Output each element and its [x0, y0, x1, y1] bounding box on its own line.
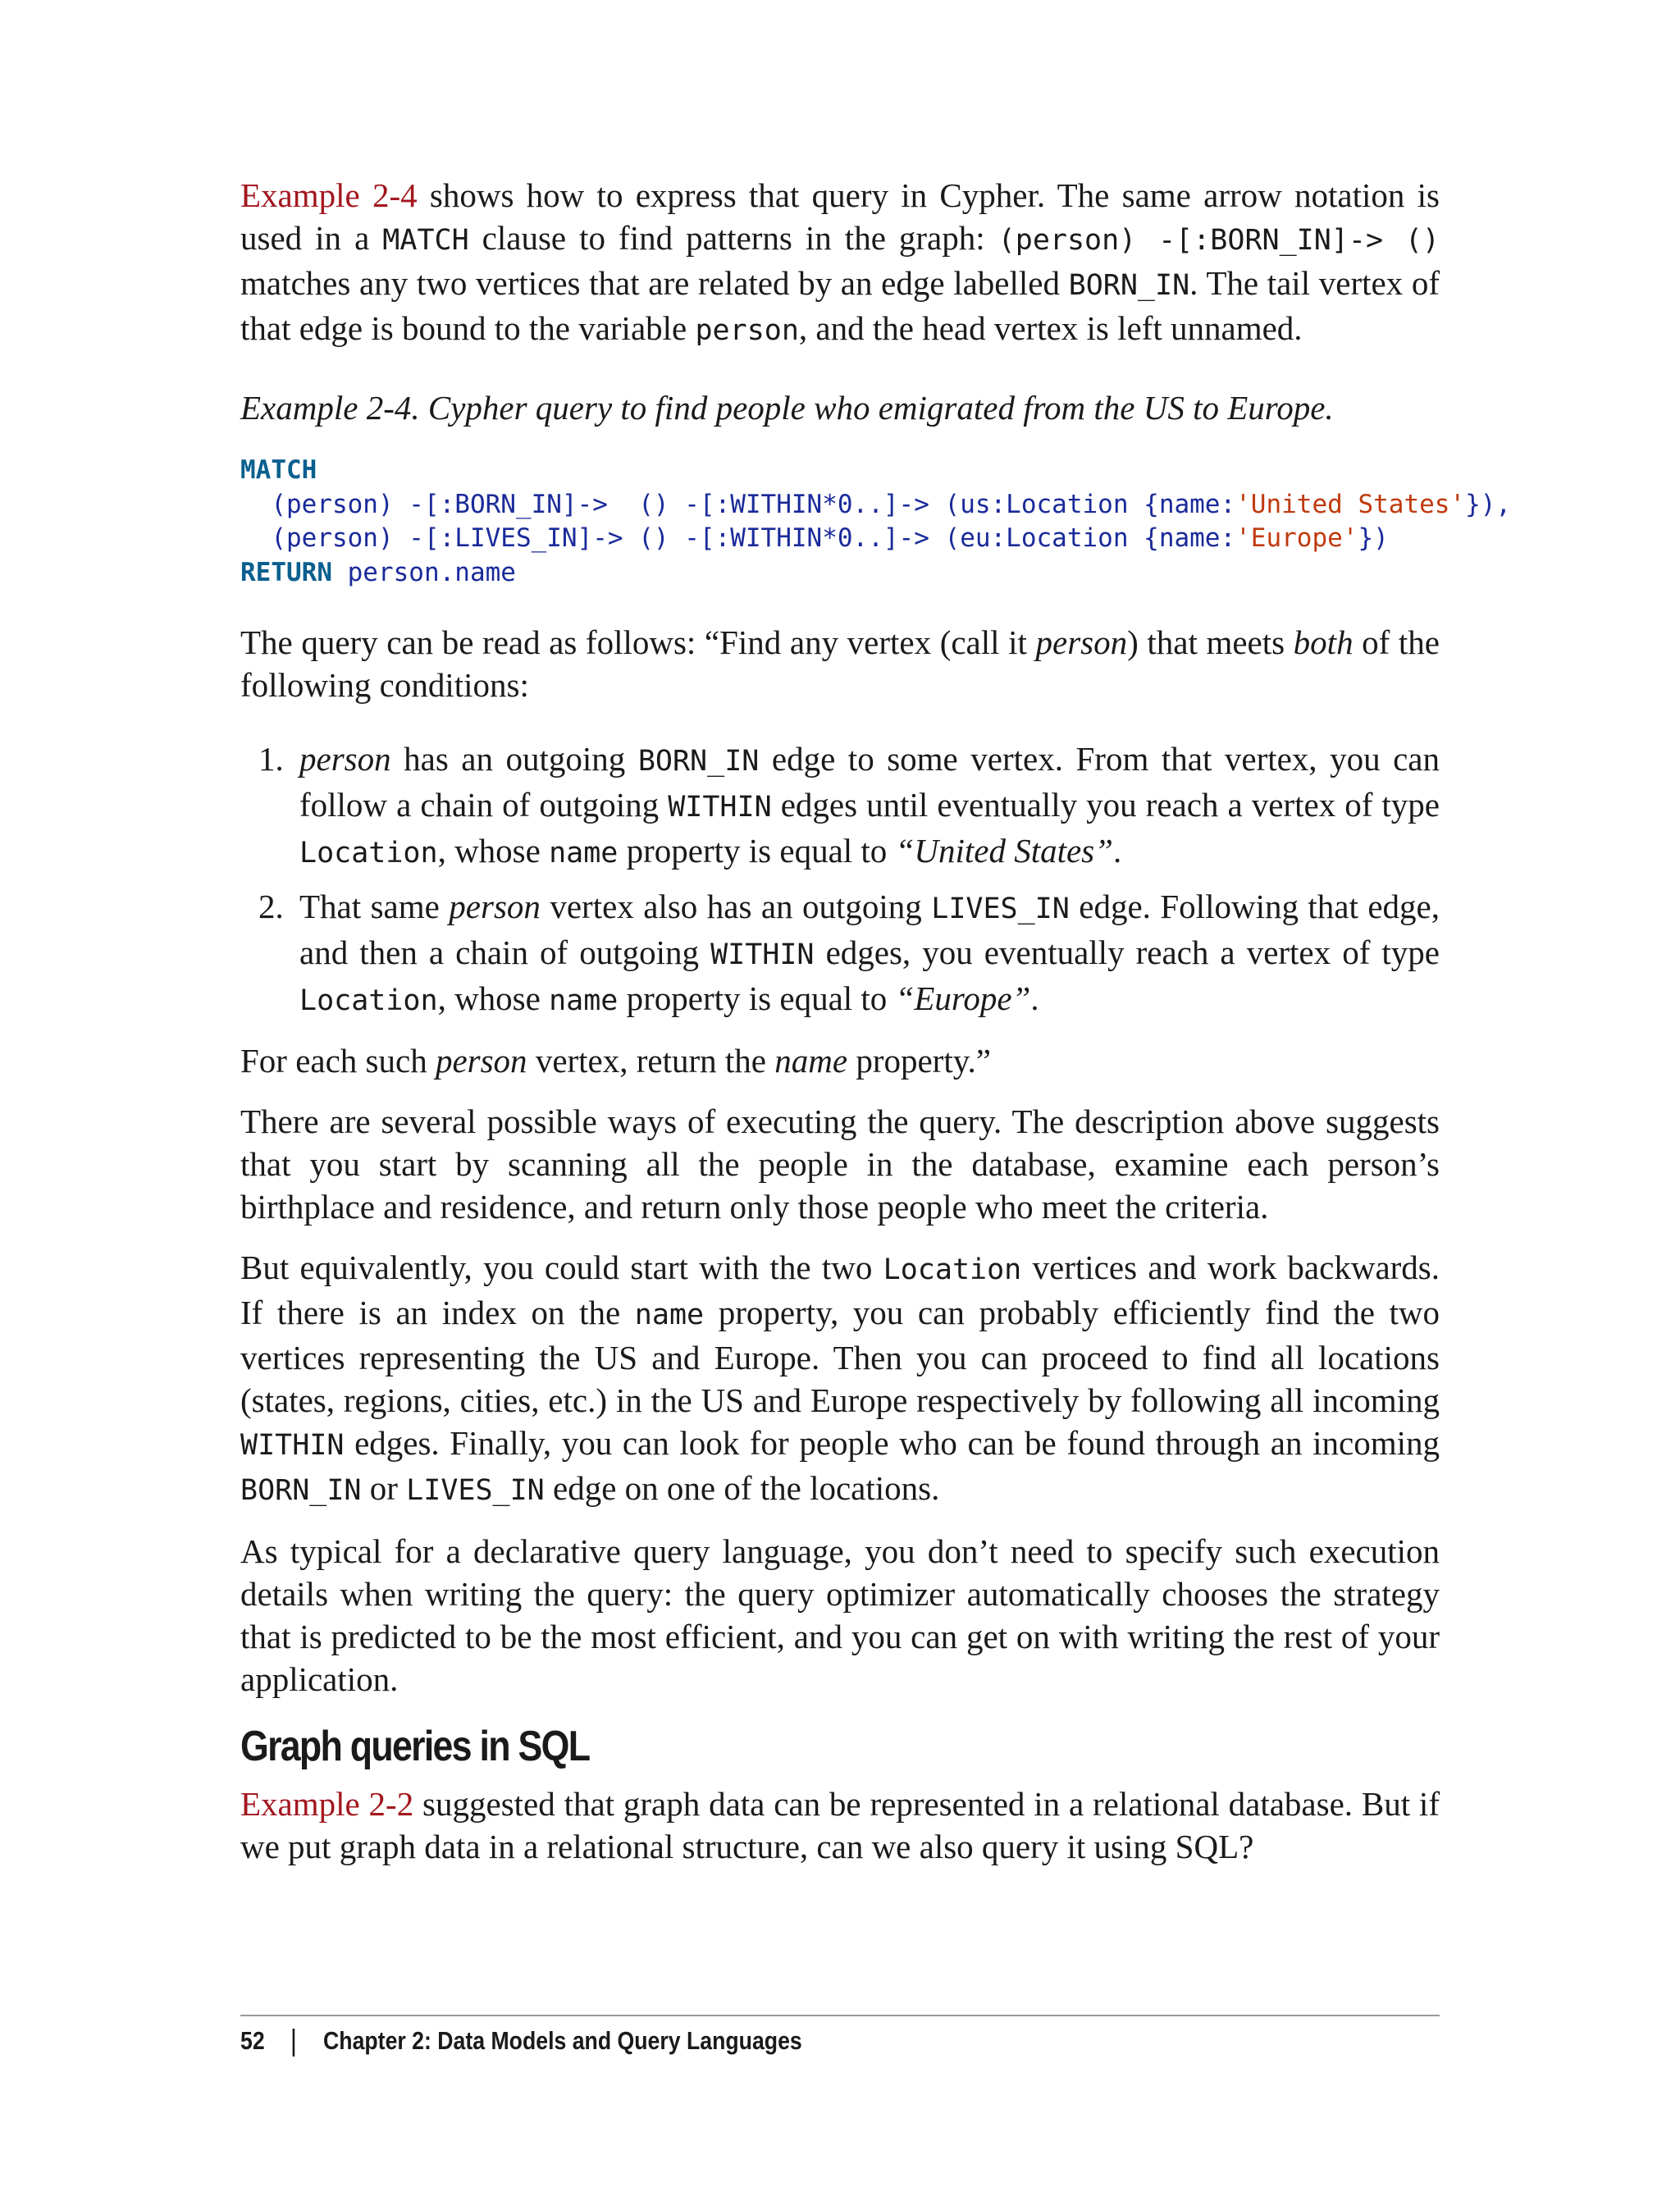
text: But equivalently, you could start with the two — [240, 1249, 883, 1286]
code-inline: person — [695, 314, 799, 347]
text: . — [1112, 832, 1122, 870]
conditions-list — [240, 737, 1440, 1023]
paragraph-execution-ways: There are several possible ways of executing the query. The description above suggests that you start by scanning all the people in the database, examine each person’s birthplace and residence, and return only those people who meet the criteria. — [240, 1102, 1440, 1226]
string-literal: 'United States' — [1235, 489, 1466, 519]
code-block — [240, 454, 1512, 590]
page-number: 52 — [240, 2026, 265, 2055]
page-footer — [240, 2026, 802, 2067]
string-literal: 'Europe' — [1235, 523, 1358, 553]
keyword-return: RETURN — [240, 557, 332, 587]
paragraph-query-reading — [240, 621, 1440, 706]
code-inline: name — [634, 1299, 705, 1331]
footer-separator — [293, 2029, 295, 2057]
list-number: 1. — [258, 740, 284, 778]
code-inline: WITHIN — [668, 791, 772, 824]
emphasis: person — [449, 888, 541, 925]
text: property is equal to — [618, 979, 896, 1017]
list-item — [240, 737, 1440, 875]
code-inline: name — [549, 837, 619, 870]
emphasis: person — [1035, 623, 1128, 661]
text: . — [1030, 979, 1039, 1017]
list-item — [240, 885, 1440, 1023]
code-line: }), — [1465, 489, 1512, 519]
text: suggested that graph data can be represented in a relational database. But if we put graph data in a relational structure, can we also query it using SQL? — [240, 1785, 1440, 1865]
emphasis: “Europe” — [895, 979, 1031, 1017]
text: ) that meets — [1127, 623, 1294, 661]
text: , whose — [437, 832, 550, 870]
text: shows how to express that query in Cypher. The same arrow notation is used in a — [240, 176, 1440, 257]
code-inline: Location — [299, 837, 438, 870]
text: property.” — [847, 1042, 991, 1080]
example-caption: Example 2-4. Cypher query to find people who emigrated from the US to Europe. — [240, 389, 1334, 427]
text: or — [361, 1469, 407, 1507]
text: property, you can probably efficiently find the two vertices representing the US and Europe. Then you can proceed to find all locations (states, regions, cities, etc.) in the US and Europe respectively by following all incoming — [240, 1294, 1440, 1419]
code-inline: MATCH — [382, 224, 469, 257]
chapter-title: Chapter 2: Data Models and Query Languages — [323, 2026, 802, 2055]
code-inline: BORN_IN — [637, 745, 760, 778]
example-2-4-link[interactable]: Example 2-4 — [240, 176, 418, 214]
list-number: 2. — [258, 888, 284, 925]
text: edges. Finally, you can look for people who can be found through an incoming — [344, 1424, 1440, 1462]
emphasis: both — [1293, 623, 1354, 661]
text: vertices and work backwards. If there is an index on the — [240, 1249, 1440, 1331]
code-line: person.name — [331, 557, 516, 587]
code-inline: WITHIN — [240, 1429, 345, 1462]
paragraph-intro — [240, 174, 1440, 352]
text: vertex, return the — [527, 1042, 775, 1080]
emphasis: “United States” — [895, 832, 1113, 870]
code-inline: LIVES_IN — [931, 892, 1070, 925]
text: property is equal to — [618, 832, 896, 870]
section-heading: Graph queries in SQL — [240, 1723, 590, 1770]
page-content — [240, 174, 1512, 1868]
keyword-match: MATCH — [240, 455, 317, 485]
text: edges until eventually you reach a vertex of type — [771, 786, 1440, 824]
text: matches any two vertices that are related by an edge labelled — [240, 264, 1069, 302]
text: , whose — [437, 979, 550, 1017]
code-line: }) — [1358, 523, 1389, 553]
text: . The tail vertex of that edge is bound to the variable — [240, 264, 1440, 347]
code-inline: Location — [883, 1253, 1022, 1286]
code-inline: (person) -[:BORN_IN]-> () — [998, 224, 1440, 257]
emphasis: name — [774, 1042, 848, 1080]
emphasis: person — [299, 740, 391, 778]
text: has an outgoing — [390, 740, 638, 778]
paragraph-return — [240, 1039, 1440, 1082]
text: edge. Following that edge, and then a chain of outgoing — [299, 888, 1440, 971]
text: The query can be read as follows: “Find any vertex (call it — [240, 623, 1036, 661]
text: edge to some vertex. From that vertex, you can follow a chain of outgoing — [299, 740, 1440, 824]
text: vertex also has an outgoing — [540, 888, 932, 925]
paragraph-declarative: As typical for a declarative query language, you don’t need to specify such execution details when writing the query: the query optimizer automatically chooses the strategy that is predicted to be the most efficient, and you can get on with writing the rest of your application. — [240, 1532, 1440, 1698]
text: clause to find patterns in the graph: — [468, 219, 998, 257]
text: of the following conditions: — [240, 623, 1440, 704]
code-line: (person) -[:LIVES_IN]-> () -[:WITHIN*0..]-> (eu:Location {name: — [240, 523, 1236, 553]
code-inline: LIVES_IN — [406, 1474, 545, 1507]
text: , and the head vertex is left unnamed. — [798, 309, 1303, 347]
text: That same — [299, 888, 450, 925]
paragraph-equivalently — [240, 1246, 1440, 1512]
code-inline: BORN_IN — [240, 1474, 362, 1507]
paragraph-sql — [240, 1783, 1440, 1868]
code-inline: BORN_IN — [1068, 269, 1190, 302]
footer-divider — [240, 2015, 1440, 2016]
emphasis: person — [435, 1042, 527, 1080]
example-2-2-link[interactable]: Example 2-2 — [240, 1785, 414, 1823]
code-inline: name — [549, 984, 619, 1017]
text: edges, you eventually reach a vertex of type — [814, 934, 1440, 971]
code-inline: Location — [299, 984, 438, 1017]
code-line: (person) -[:BORN_IN]-> () -[:WITHIN*0..]-> (us:Location {name: — [240, 489, 1236, 519]
text: edge on one of the locations. — [544, 1469, 940, 1507]
text: For each such — [240, 1042, 436, 1080]
code-inline: WITHIN — [710, 938, 815, 971]
